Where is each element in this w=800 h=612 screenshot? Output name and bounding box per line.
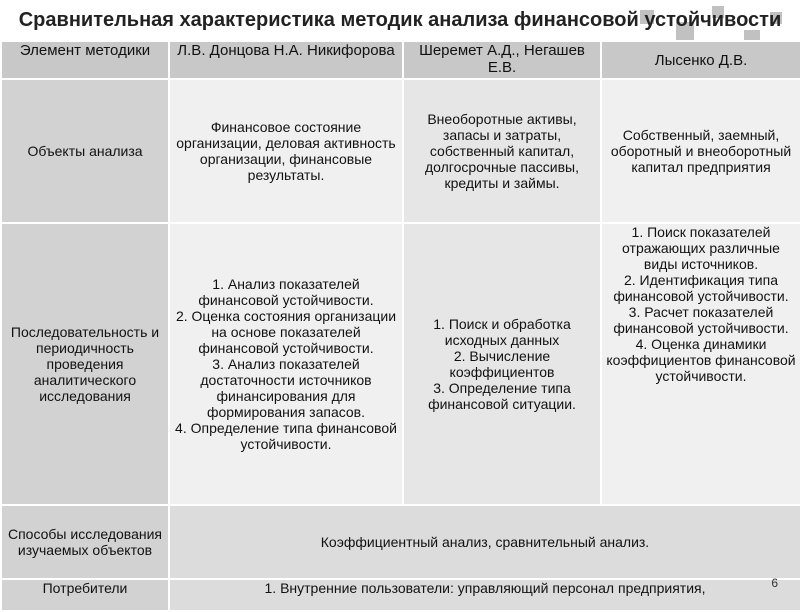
row-label-sequence: Последовательность и периодичность проведения аналитического исследования — [1, 223, 169, 505]
cell-methods-value: Коэффициентный анализ, сравнительный анализ. — [169, 505, 800, 579]
row-label-objects: Объекты анализа — [1, 79, 169, 223]
table-row — [1, 505, 800, 579]
step-text: 2. Идентификация типа финансовой устойчивости. — [613, 272, 789, 304]
table-row — [1, 79, 800, 223]
step-text: 2. Оценка состояния организации на основе показателей финансовой устойчивости. — [175, 308, 397, 356]
cell-sequence-lysenko — [601, 223, 800, 505]
comparison-table — [0, 40, 800, 612]
step-text: 4. Определение типа финансовой устойчивости. — [175, 420, 397, 452]
step-text: 1. Анализ показателей финансовой устойчивости. — [198, 276, 374, 308]
column-header-lysenko: Лысенко Д.В. — [601, 41, 800, 79]
step-text: 3. Определение типа финансовой ситуации. — [428, 380, 576, 412]
cell-objects-lysenko: Собственный, заемный, оборотный и внеоборотный капитал предприятия — [601, 79, 800, 223]
column-header-dontsova: Л.В. Донцова Н.А. Никифорова — [169, 41, 403, 79]
column-header-sheremet: Шеремет А.Д., Негашев Е.В. — [403, 41, 601, 79]
step-text: 3. Анализ показателей достаточности источников финансирования для формирования запасов. — [200, 356, 372, 420]
cell-users-value: 1. Внутренние пользователи: управляющий персонал предприятия, — [169, 579, 800, 611]
step-text: 4. Оценка динамики коэффициентов финансовой устойчивости. — [606, 336, 796, 384]
row-label-users: Потребители — [1, 579, 169, 611]
table-header-row — [1, 41, 800, 79]
cell-sequence-dontsova — [169, 223, 403, 505]
step-text: 1. Поиск и обработка исходных данных — [433, 316, 571, 348]
cell-objects-sheremet: Внеоборотные активы, запасы и затраты, собственный капитал, долгосрочные пассивы, кредиты и займы. — [403, 79, 601, 223]
slide-title: Сравнительная характеристика методик анализа финансовой устойчивости — [18, 9, 782, 31]
row-label-methods: Способы исследования изучаемых объектов — [1, 505, 169, 579]
step-text: 2. Вычисление коэффициентов — [449, 348, 555, 380]
column-header-element: Элемент методики — [1, 41, 169, 79]
cell-sequence-sheremet — [403, 223, 601, 505]
table-row — [1, 223, 800, 505]
step-text: 1. Поиск показателей отражающих различные виды источников. — [622, 224, 780, 272]
table-row — [1, 579, 800, 611]
page-number: 6 — [771, 576, 778, 590]
cell-objects-dontsova: Финансовое состояние организации, деловая активность организации, финансовые результаты. — [169, 79, 403, 223]
step-text: 3. Расчет показателей финансовой устойчивости. — [613, 304, 789, 336]
